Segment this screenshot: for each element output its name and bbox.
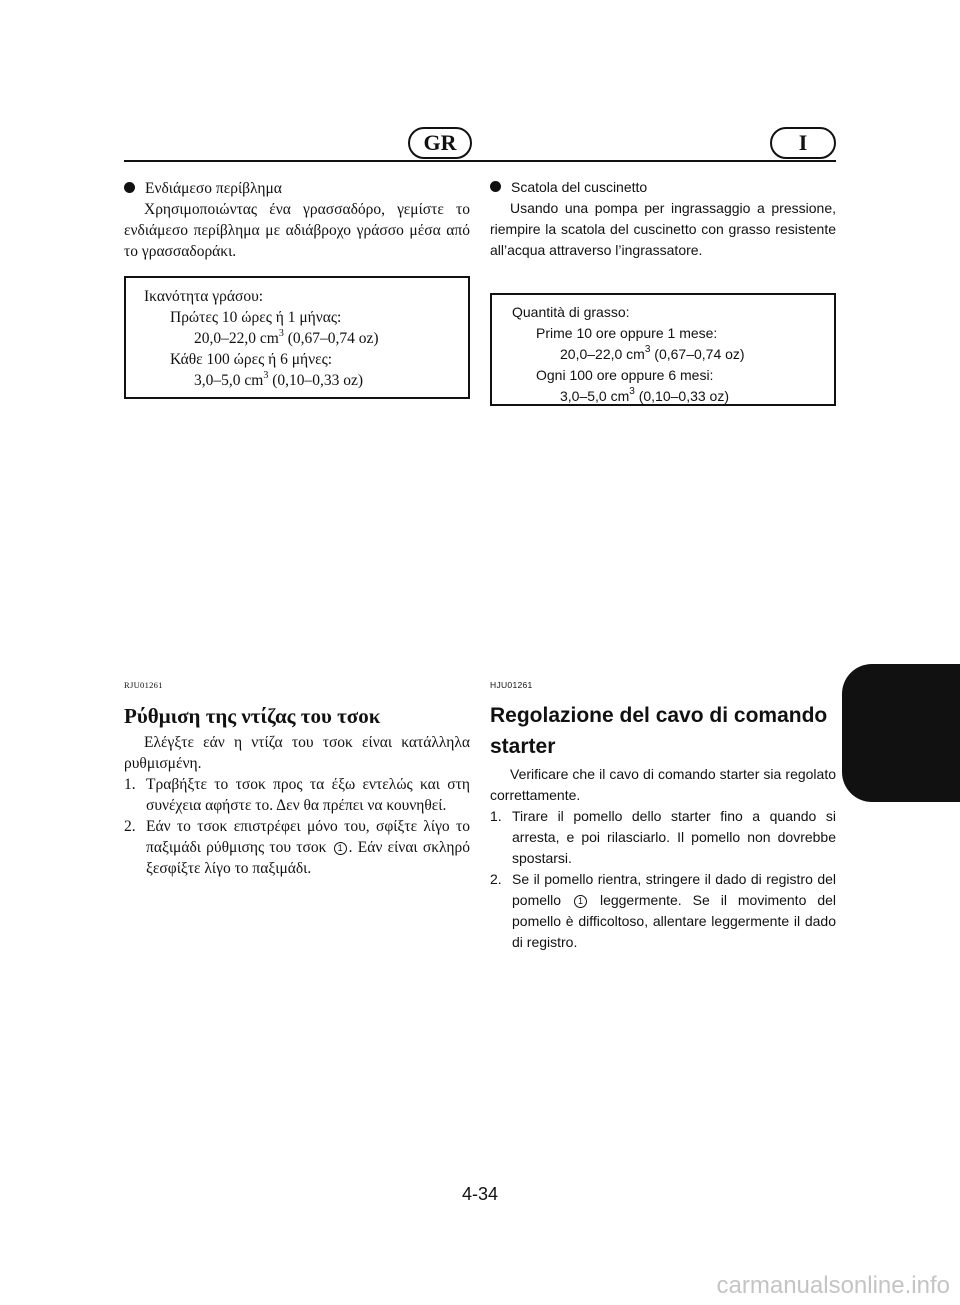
greek-spec-value1-main: 20,0–22,0 cm [194, 330, 279, 347]
chapter-side-tab [842, 664, 960, 802]
greek-spec-value2-exponent: 3 [263, 369, 269, 381]
callout-1-icon: 1 [334, 842, 347, 855]
greek-section-code: RJU01261 [124, 680, 163, 690]
greek-section-heading: Ρύθμιση της ντίζας του τσοκ [124, 704, 381, 728]
greek-step-2-text-b: . Εάν είναι σκληρό ξεσφίξτε λίγο το παξιμάδι. [146, 839, 470, 877]
italian-step-2-number: 2. [490, 871, 502, 887]
italian-intro: Verificare che il cavo di comando starter sia regolato correttamente. [490, 766, 836, 803]
greek-spec-value1-oz: (0,67–0,74 oz) [283, 330, 379, 347]
greek-step-1 [124, 774, 470, 816]
italian-step-2-text-b: leggermente. Se il movimento del pomello è difficoltoso, allentare leggermente il dado di registro. [512, 892, 836, 950]
greek-choke-section [124, 675, 470, 879]
greek-spec-value2 [144, 370, 468, 391]
language-badge-greek-label: GR [423, 130, 457, 155]
greek-spec-box [124, 276, 470, 399]
greek-bearing-section [124, 178, 470, 262]
italian-spec-value1-exponent: 3 [644, 344, 651, 356]
greek-spec-line2: Κάθε 100 ώρες ή 6 μήνες: [170, 351, 333, 368]
header-rule [124, 160, 836, 162]
italian-bullet-heading [490, 177, 836, 198]
italian-step-1 [490, 806, 836, 869]
greek-step-1-number: 1. [124, 776, 136, 793]
greek-bullet-text: Χρησιμοποιώντας ένα γρασσαδόρο, γεμίστε το ενδιάμεσο περίβλημα με αδιάβροχο γράσσο μέσα από το γρασσαδοράκι. [124, 201, 470, 260]
italian-bullet-title: Scatola del cuscinetto [511, 179, 648, 195]
italian-spec-line1: Prime 10 ore oppure 1 mese: [536, 325, 718, 341]
greek-intro: Ελέγξτε εάν η ντίζα του τσοκ είναι κατάλληλα ρυθμισμένη. [124, 734, 470, 772]
italian-spec-value2-exponent: 3 [629, 386, 635, 398]
italian-spec-value1-oz: (0,67–0,74 oz) [650, 346, 745, 362]
greek-step-1-text: Τραβήξτε το τσοκ προς τα έξω εντελώς και στη συνέχεια αφήστε το. Δεν θα πρέπει να κουνηθεί. [146, 776, 470, 814]
greek-spec-value2-main: 3,0–5,0 cm [194, 372, 264, 389]
greek-step-2 [124, 816, 470, 879]
greek-spec-line1: Πρώτες 10 ώρες ή 1 μήνας: [170, 309, 342, 326]
italian-spec-value1-main: 20,0–22,0 cm [560, 346, 645, 362]
greek-spec-title: Ικανότητα γράσου: [144, 288, 264, 305]
language-badge-italian [770, 127, 836, 159]
language-badge-greek [408, 127, 472, 159]
italian-section-heading: Regolazione del cavo di comando starter [490, 704, 828, 758]
greek-step-2-number: 2. [124, 818, 136, 835]
italian-step-2 [490, 869, 836, 953]
italian-step-1-number: 1. [490, 808, 502, 824]
page-number: 4-34 [461, 1184, 499, 1204]
greek-step-2-text [146, 816, 470, 879]
italian-starter-section [490, 675, 836, 953]
bullet-icon [124, 182, 135, 193]
greek-bullet-title: Ενδιάμεσο περίβλημα [145, 180, 282, 197]
italian-spec-value1 [512, 344, 834, 365]
language-badge-italian-label: I [798, 130, 808, 155]
greek-spec-value2-oz: (0,10–0,33 oz) [268, 372, 364, 389]
bullet-icon [490, 181, 501, 192]
italian-spec-value2-main: 3,0–5,0 cm [560, 388, 630, 404]
greek-bullet-heading [124, 178, 470, 199]
italian-spec-value2 [512, 386, 834, 407]
italian-spec-line2: Ogni 100 ore oppure 6 mesi: [536, 367, 714, 383]
greek-spec-value1 [144, 328, 468, 349]
greek-step-2-text-a: Εάν το τσοκ επιστρέφει μόνο του, σφίξτε λίγο το παξιμάδι ρύθμισης του τσοκ [146, 818, 470, 856]
italian-step-2-text-a: Se il pomello rientra, stringere il dado di registro del pomello [512, 871, 836, 908]
callout-1-icon: 1 [574, 895, 587, 908]
watermark: carmanualsonline.info [716, 1272, 950, 1299]
italian-step-1-text: Tirare il pomello dello starter fino a quando si arresta, e poi rilasciarlo. Il pomello non dovrebbe spostarsi. [512, 808, 836, 866]
italian-step-2-text [512, 869, 836, 953]
italian-bullet-text: Usando una pompa per ingrassaggio a pressione, riempire la scatola del cuscinetto con grasso resistente all’acqua attraverso l’ingrassatore. [490, 200, 836, 258]
italian-spec-title: Quantità di grasso: [512, 304, 630, 320]
italian-spec-box [490, 293, 836, 406]
greek-spec-value1-exponent: 3 [278, 327, 284, 339]
italian-spec-value2-oz: (0,10–0,33 oz) [634, 388, 729, 404]
italian-section-code: HJU01261 [490, 680, 533, 690]
italian-bearing-section [490, 177, 836, 261]
